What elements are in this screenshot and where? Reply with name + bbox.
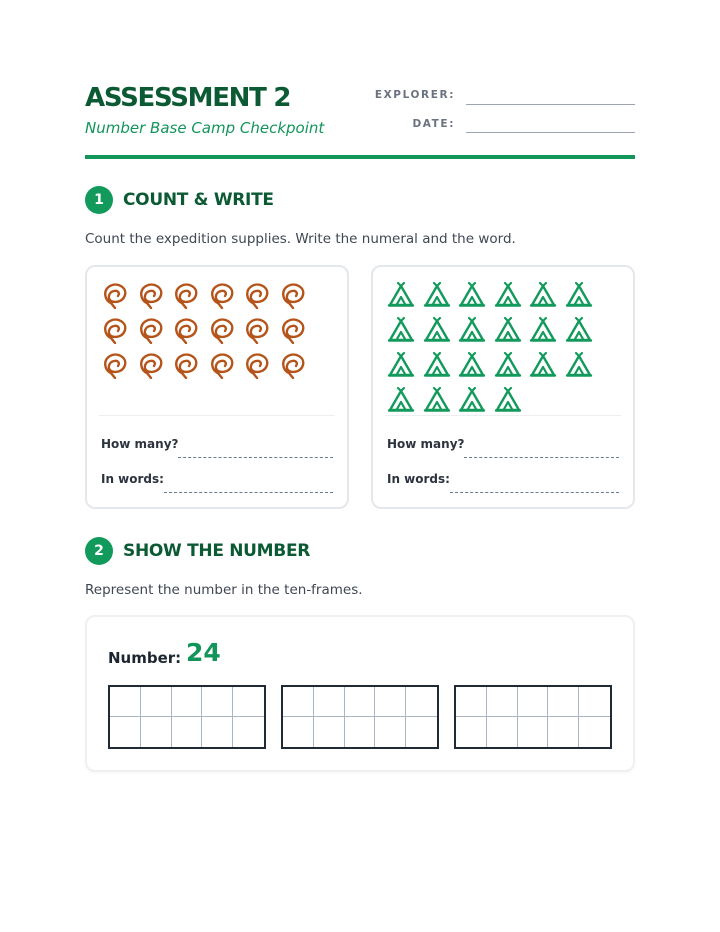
ten-frame <box>281 685 439 749</box>
rope-coil-icon <box>279 351 315 386</box>
rope-coil-icon <box>172 351 208 386</box>
card-divider <box>385 415 621 416</box>
rope-coil-icon <box>208 281 244 316</box>
tent-icon <box>387 281 423 316</box>
how-many-answer-line[interactable] <box>178 457 333 458</box>
rope-coil-icon <box>172 316 208 351</box>
rope-coil-icon <box>172 281 208 316</box>
tent-icon <box>458 281 494 316</box>
tent-icon <box>458 316 494 351</box>
ten-frame-cell[interactable] <box>518 717 549 747</box>
rope-coil-icon <box>137 316 173 351</box>
ten-frame-cell[interactable] <box>110 717 141 747</box>
ten-frame-cell[interactable] <box>406 687 437 717</box>
ten-frame-cell[interactable] <box>345 717 376 747</box>
ten-frame-cell[interactable] <box>314 717 345 747</box>
section-1-badge: 1 <box>85 186 113 214</box>
ten-frame-cell[interactable] <box>314 687 345 717</box>
in-words-label: In words: <box>387 472 450 486</box>
ten-frame-cell[interactable] <box>579 717 610 747</box>
rope-coil-icon <box>137 351 173 386</box>
tent-grid <box>387 281 600 421</box>
how-many-label: How many? <box>101 437 179 451</box>
count-card-tent <box>371 265 635 509</box>
tent-icon <box>565 316 601 351</box>
tent-icon <box>423 281 459 316</box>
date-label: DATE: <box>412 118 455 130</box>
how-many-answer-line[interactable] <box>464 457 619 458</box>
ten-frame-cell[interactable] <box>202 687 233 717</box>
rope-coil-icon <box>243 281 279 316</box>
page-subtitle: Number Base Camp Checkpoint <box>85 119 325 137</box>
tent-icon <box>458 351 494 386</box>
ten-frame-cell[interactable] <box>233 717 264 747</box>
section-1-instruction: Count the expedition supplies. Write the numeral and the word. <box>85 231 516 247</box>
in-words-label: In words: <box>101 472 164 486</box>
count-card-rope <box>85 265 349 509</box>
rope-coil-icon <box>208 351 244 386</box>
ten-frame-cell[interactable] <box>375 687 406 717</box>
ten-frame-cell[interactable] <box>283 687 314 717</box>
ten-frame-card <box>85 615 635 772</box>
ten-frame-cell[interactable] <box>283 717 314 747</box>
ten-frame-cell[interactable] <box>202 717 233 747</box>
ten-frame <box>108 685 266 749</box>
tent-icon <box>494 316 530 351</box>
number-label: Number: <box>108 649 182 667</box>
explorer-field[interactable] <box>466 104 635 105</box>
in-words-answer-line[interactable] <box>164 492 333 493</box>
tent-icon <box>423 316 459 351</box>
tent-icon <box>387 351 423 386</box>
number-value: 24 <box>186 638 221 667</box>
ten-frame-cell[interactable] <box>548 717 579 747</box>
card-divider <box>99 415 335 416</box>
section-2-badge: 2 <box>85 537 113 565</box>
rope-coil-icon <box>243 351 279 386</box>
tent-icon <box>529 281 565 316</box>
ten-frame <box>454 685 612 749</box>
tent-icon <box>529 351 565 386</box>
ten-frame-cell[interactable] <box>110 687 141 717</box>
tent-icon <box>494 351 530 386</box>
ten-frame-cell[interactable] <box>375 717 406 747</box>
tent-icon <box>565 351 601 386</box>
ten-frame-cell[interactable] <box>456 717 487 747</box>
rope-coil-icon <box>137 281 173 316</box>
in-words-answer-line[interactable] <box>450 492 619 493</box>
rope-coil-icon <box>279 316 315 351</box>
page-title: ASSESSMENT 2 <box>85 83 291 113</box>
tent-icon <box>387 316 423 351</box>
rope-coil-icon <box>208 316 244 351</box>
tent-icon <box>565 281 601 316</box>
section-2-instruction: Represent the number in the ten-frames. <box>85 582 363 598</box>
ten-frame-cell[interactable] <box>345 687 376 717</box>
tent-icon <box>529 316 565 351</box>
ten-frame-cell[interactable] <box>141 717 172 747</box>
ten-frame-cell[interactable] <box>456 687 487 717</box>
ten-frame-cell[interactable] <box>233 687 264 717</box>
ten-frame-cell[interactable] <box>172 687 203 717</box>
ten-frame-cell[interactable] <box>487 717 518 747</box>
ten-frame-cell[interactable] <box>518 687 549 717</box>
how-many-label: How many? <box>387 437 465 451</box>
rope-coil-icon <box>101 281 137 316</box>
ten-frame-cell[interactable] <box>548 687 579 717</box>
ten-frame-cell[interactable] <box>487 687 518 717</box>
rope-coil-icon <box>243 316 279 351</box>
rope-coil-icon <box>101 316 137 351</box>
rope-coil-icon <box>279 281 315 316</box>
section-2-title: SHOW THE NUMBER <box>123 541 311 561</box>
rope-coil-icon <box>101 351 137 386</box>
ten-frame-cell[interactable] <box>141 687 172 717</box>
section-1-title: COUNT & WRITE <box>123 190 274 210</box>
tent-icon <box>423 351 459 386</box>
tent-icon <box>494 281 530 316</box>
ten-frame-cell[interactable] <box>406 717 437 747</box>
rope-coil-grid <box>101 281 314 386</box>
ten-frame-cell[interactable] <box>172 717 203 747</box>
date-field[interactable] <box>466 132 635 133</box>
header-divider <box>85 155 635 159</box>
ten-frame-cell[interactable] <box>579 687 610 717</box>
explorer-label: EXPLORER: <box>374 89 455 101</box>
